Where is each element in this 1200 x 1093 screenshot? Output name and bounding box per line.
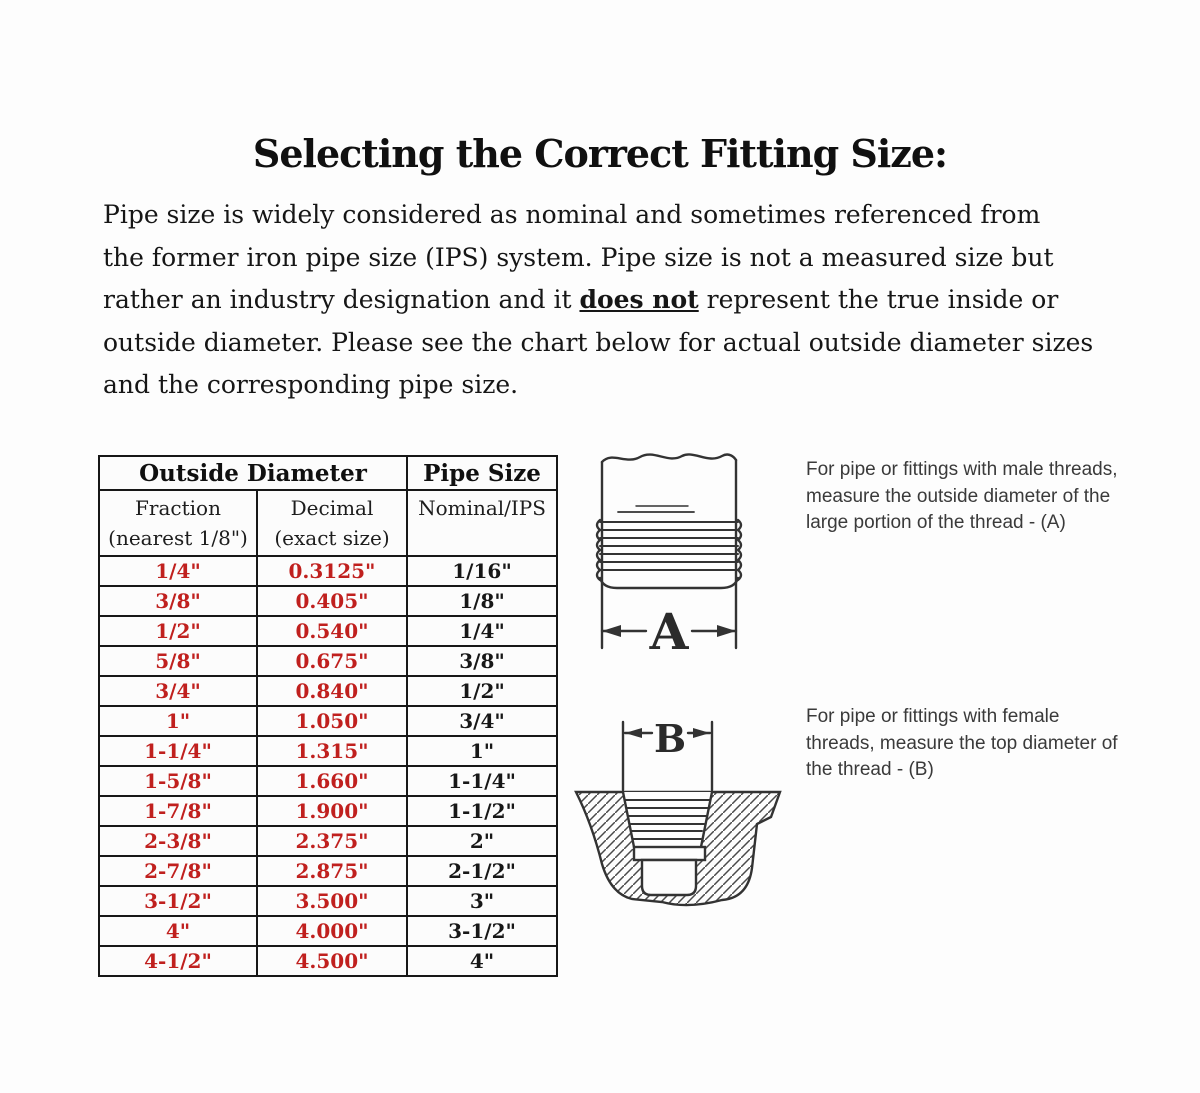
pipe-break-line bbox=[602, 454, 736, 462]
lower-cavity bbox=[642, 860, 696, 895]
thread-left-scallops bbox=[597, 520, 600, 580]
table-row bbox=[99, 856, 557, 886]
intro-paragraph bbox=[103, 194, 1093, 407]
decimal-cell: 0.540" bbox=[257, 616, 407, 646]
subheader-fraction: Fraction (nearest 1/8") bbox=[99, 490, 257, 556]
table-row bbox=[99, 946, 557, 976]
header-pipe-size: Pipe Size bbox=[407, 456, 557, 490]
fraction-cell: 1/4" bbox=[99, 556, 257, 586]
thread-right-scallops bbox=[738, 520, 741, 580]
subheader-decimal: Decimal (exact size) bbox=[257, 490, 407, 556]
fraction-cell: 1/2" bbox=[99, 616, 257, 646]
pipe-size-cell: 2" bbox=[407, 826, 557, 856]
decimal-cell: 1.315" bbox=[257, 736, 407, 766]
female-thread-figure bbox=[570, 696, 795, 941]
thread-bottom bbox=[600, 578, 738, 588]
decimal-cell: 0.3125" bbox=[257, 556, 407, 586]
intro-line: and the corresponding pipe size. bbox=[103, 370, 519, 399]
fraction-cell: 1-7/8" bbox=[99, 796, 257, 826]
table-sub-header-row bbox=[99, 490, 557, 556]
pipe-size-cell: 3-1/2" bbox=[407, 916, 557, 946]
decimal-cell: 3.500" bbox=[257, 886, 407, 916]
page-title: Selecting the Correct Fitting Size: bbox=[252, 131, 948, 177]
table-row bbox=[99, 616, 557, 646]
pipe-size-cell: 3/4" bbox=[407, 706, 557, 736]
dimension-label-a: A bbox=[649, 602, 689, 661]
decimal-cell: 0.405" bbox=[257, 586, 407, 616]
pipe-size-cell: 1" bbox=[407, 736, 557, 766]
arrow-left-icon bbox=[625, 728, 642, 738]
decimal-cell: 2.875" bbox=[257, 856, 407, 886]
table-row bbox=[99, 556, 557, 586]
intro-line: rather an industry designation and it does not represent the true inside or bbox=[103, 285, 1059, 314]
pipe-size-cell: 2-1/2" bbox=[407, 856, 557, 886]
fraction-cell: 4" bbox=[99, 916, 257, 946]
table-row bbox=[99, 796, 557, 826]
male-thread-caption: For pipe or fittings with male threads, measure the outside diameter of the large portion of the thread - (A) bbox=[806, 459, 1118, 533]
arrow-right-icon bbox=[717, 625, 736, 637]
fraction-cell: 4-1/2" bbox=[99, 946, 257, 976]
arrow-right-icon bbox=[693, 728, 710, 738]
intro-line: Pipe size is widely considered as nominal and sometimes referenced from bbox=[103, 200, 1041, 229]
fraction-cell: 2-7/8" bbox=[99, 856, 257, 886]
decimal-cell: 1.050" bbox=[257, 706, 407, 736]
fraction-cell: 5/8" bbox=[99, 646, 257, 676]
pipe-size-cell: 1/8" bbox=[407, 586, 557, 616]
decimal-cell: 4.000" bbox=[257, 916, 407, 946]
table-row bbox=[99, 736, 557, 766]
table-row bbox=[99, 916, 557, 946]
table-row bbox=[99, 586, 557, 616]
table-row bbox=[99, 676, 557, 706]
pipe-size-cell: 3/8" bbox=[407, 646, 557, 676]
fraction-cell: 2-3/8" bbox=[99, 826, 257, 856]
thread-ledge bbox=[634, 847, 705, 860]
fraction-cell: 1-1/4" bbox=[99, 736, 257, 766]
pipe-size-cell: 1-1/2" bbox=[407, 796, 557, 826]
does-not-emphasis: does not bbox=[579, 285, 699, 314]
pipe-size-cell: 1-1/4" bbox=[407, 766, 557, 796]
intro-line: outside diameter. Please see the chart below for actual outside diameter sizes bbox=[103, 327, 1094, 357]
decimal-cell: 0.675" bbox=[257, 646, 407, 676]
table-row bbox=[99, 886, 557, 916]
table-group-header-row bbox=[99, 456, 557, 490]
fraction-cell: 3-1/2" bbox=[99, 886, 257, 916]
decimal-cell: 0.840" bbox=[257, 676, 407, 706]
dimension-label-b: B bbox=[653, 716, 687, 761]
table-row bbox=[99, 826, 557, 856]
fraction-cell: 3/8" bbox=[99, 586, 257, 616]
arrow-left-icon bbox=[602, 625, 621, 637]
decimal-cell: 1.660" bbox=[257, 766, 407, 796]
pipe-size-cell: 1/2" bbox=[407, 676, 557, 706]
decimal-cell: 1.900" bbox=[257, 796, 407, 826]
male-thread-figure bbox=[590, 446, 748, 661]
pipe-size-cell: 1/4" bbox=[407, 616, 557, 646]
pipe-size-cell: 4" bbox=[407, 946, 557, 976]
fraction-cell: 1-5/8" bbox=[99, 766, 257, 796]
fraction-cell: 1" bbox=[99, 706, 257, 736]
pipe-size-cell: 1/16" bbox=[407, 556, 557, 586]
pipe-size-table bbox=[98, 455, 558, 977]
subheader-nominal-ips: Nominal/IPS bbox=[407, 490, 557, 556]
table-row bbox=[99, 646, 557, 676]
female-thread-caption: For pipe or fittings with female threads, measure the top diameter of the thread - (B) bbox=[806, 706, 1118, 780]
table-row bbox=[99, 706, 557, 736]
intro-line: the former iron pipe size (IPS) system. Pipe size is not a measured size but bbox=[103, 242, 1054, 272]
pipe-size-cell: 3" bbox=[407, 886, 557, 916]
decimal-cell: 2.375" bbox=[257, 826, 407, 856]
header-outside-diameter: Outside Diameter bbox=[99, 456, 407, 490]
fraction-cell: 3/4" bbox=[99, 676, 257, 706]
table-row bbox=[99, 766, 557, 796]
decimal-cell: 4.500" bbox=[257, 946, 407, 976]
